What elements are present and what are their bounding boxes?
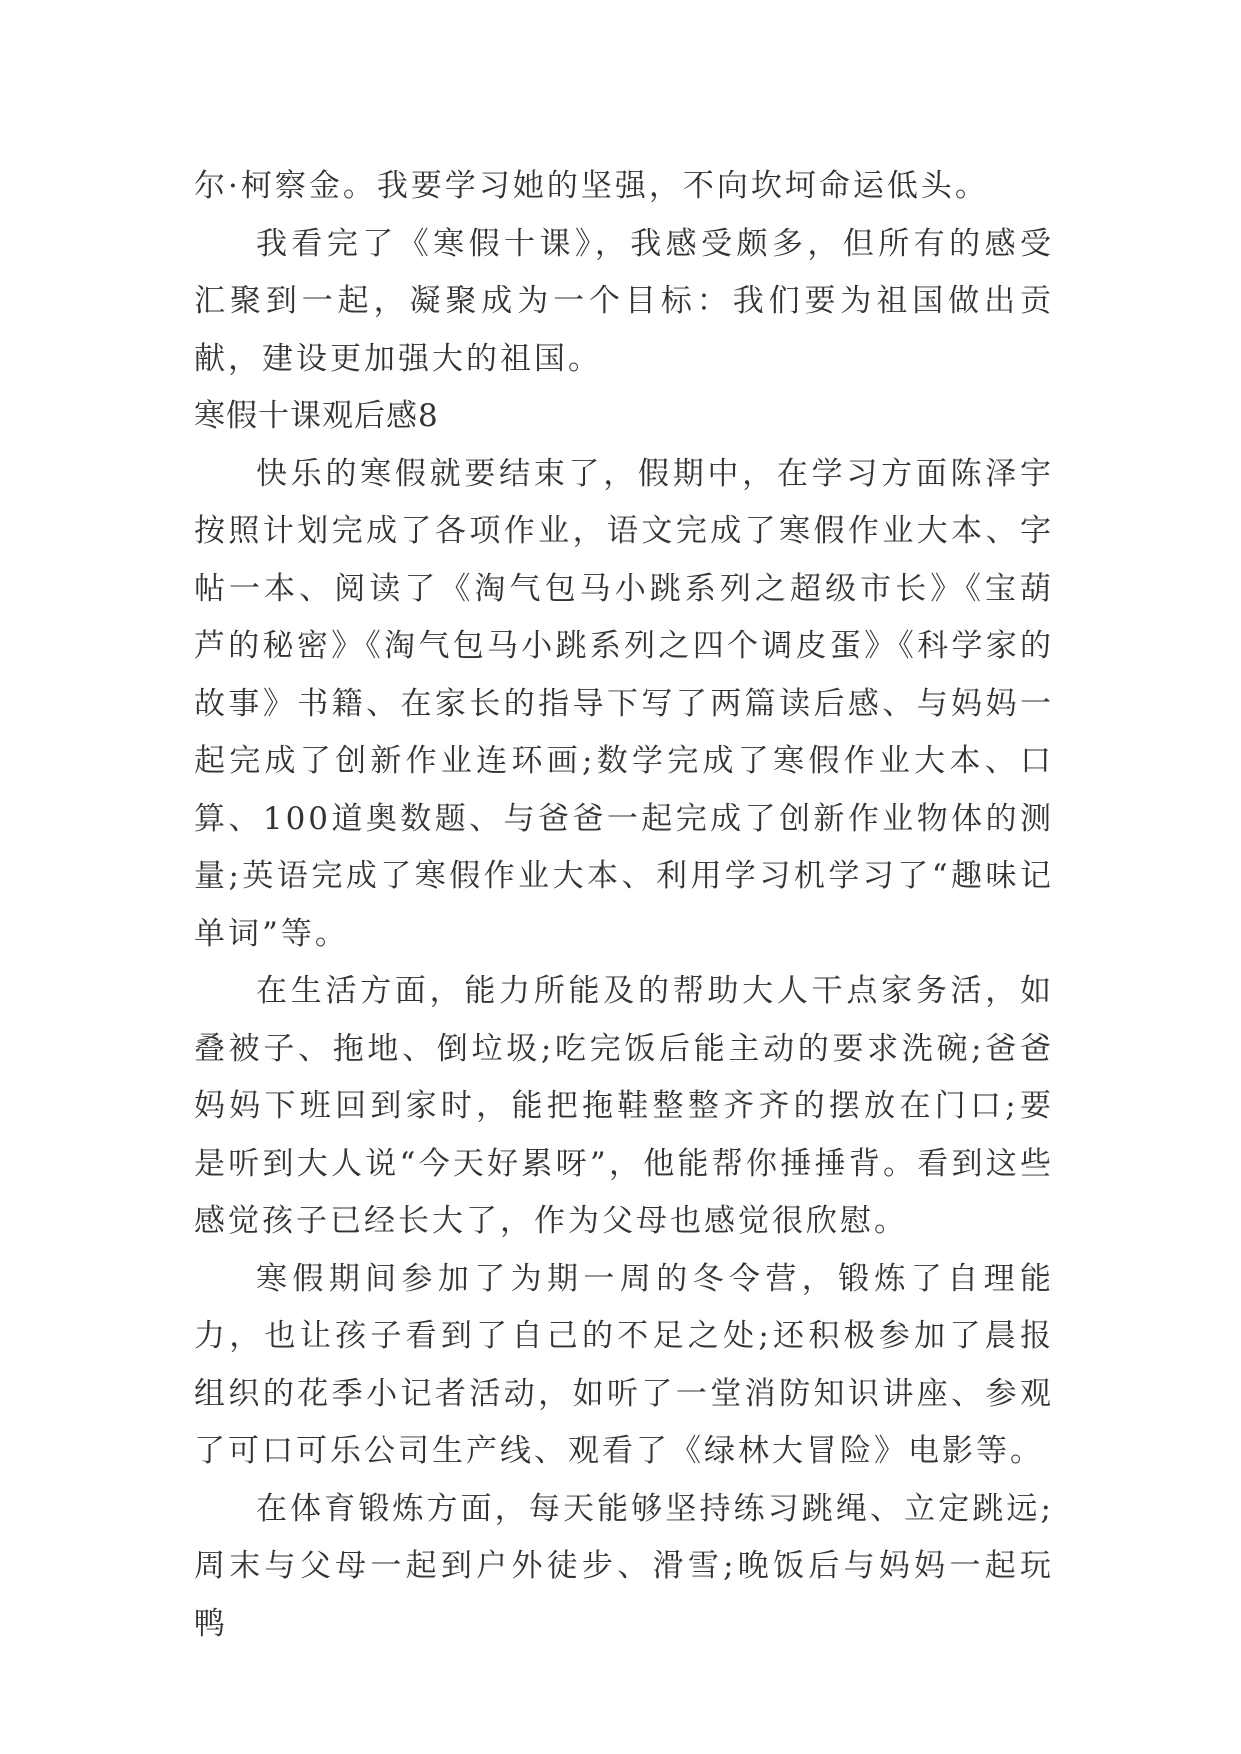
paragraph: 快乐的寒假就要结束了，假期中，在学习方面陈泽宇按照计划完成了各项作业，语文完成了寒假作业大本、字帖一本、阅读了《淘气包马小跳系列之超级市长》《宝葫芦的秘密》《淘气包马小跳系列之四个调皮蛋》《科学家的故事》书籍、在家长的指导下写了两篇读后感、与妈妈一起完成了创新作业连环画;数学完成了寒假作业大本、口算、100道奥数题、与爸爸一起完成了创新作业物体的测量;英语完成了寒假作业大本、利用学习机学习了“趣味记单词”等。 (194, 455, 1054, 952)
paragraph: 在体育锻炼方面，每天能够坚持练习跳绳、立定跳远;周末与父母一起到户外徒步、滑雪;晚饭后与妈妈一起玩鸭 (194, 1490, 1054, 1642)
paragraph: 我看完了《寒假十课》，我感受颇多，但所有的感受汇聚到一起，凝聚成为一个目标：我们要为祖国做出贡献，建设更加强大的祖国。 (194, 225, 1054, 377)
section-heading: 寒假十课观后感8 (194, 398, 439, 434)
paragraph: 在生活方面，能力所能及的帮助大人干点家务活，如叠被子、拖地、倒垃圾;吃完饭后能主动的要求洗碗;爸爸妈妈下班回到家时，能把拖鞋整整齐齐的摆放在门口;要是听到大人说“今天好累呀”，他能帮你捶捶背。看到这些感觉孩子已经长大了，作为父母也感觉很欣慰。 (194, 973, 1054, 1239)
paragraph-continuation: 尔·柯察金。我要学习她的坚强，不向坎坷命运低头。 (194, 168, 989, 204)
paragraph: 寒假期间参加了为期一周的冬令营，锻炼了自理能力，也让孩子看到了自己的不足之处;还积极参加了晨报组织的花季小记者活动，如听了一堂消防知识讲座、参观了可口可乐公司生产线、观看了《绿林大冒险》电影等。 (194, 1260, 1054, 1469)
document-body (194, 158, 1054, 1653)
